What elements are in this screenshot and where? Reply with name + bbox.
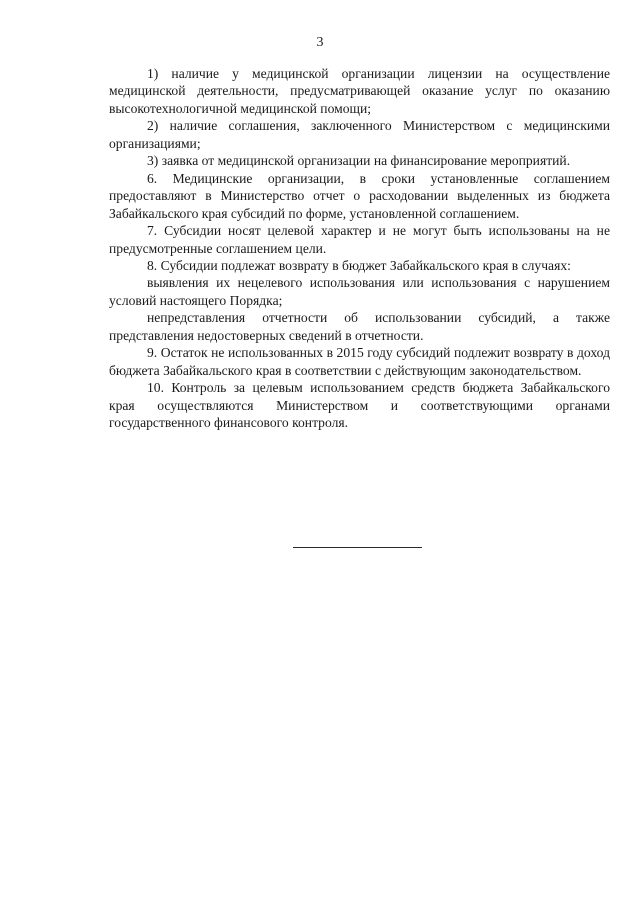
paragraph-license-requirement: 1) наличие у медицинской организации лицензии на осуществление медицинской деятельности, предусматривающей оказание услуг по оказанию высокотехнологичной медицинской помощи; xyxy=(109,66,610,116)
paragraph-item-8-refund: 8. Субсидии подлежат возврату в бюджет Забайкальского края в случаях: xyxy=(147,257,571,273)
paragraph-nonreporting-case: непредставления отчетности об использовании субсидий, а также представления недостоверных сведений в отчетности. xyxy=(109,310,610,343)
paragraph-item-10-control: 10. Контроль за целевым использованием средств бюджета Забайкальского края осуществляются Министерством и соответствующими органами государственного финансового контроля. xyxy=(109,380,610,431)
paragraph-item-6-reporting: 6. Медицинские организации, в сроки установленные соглашением предоставляют в Министерство отчет о расходовании выделенных из бюджета Забайкальского края субсидий по форме, установленной соглашением. xyxy=(109,170,610,221)
paragraph-misuse-case: выявления их нецелевого использования или использования с нарушением условий настоящего Порядка; xyxy=(109,275,610,308)
paragraph-agreement-requirement: 2) наличие соглашения, заключенного Министерством с медицинскими организациями; xyxy=(109,118,610,151)
paragraph-funding-application: 3) заявка от медицинской организации на финансирование мероприятий. xyxy=(147,153,571,169)
paragraph-item-9-remainder: 9. Остаток не использованных в 2015 году субсидий подлежит возврату в доход бюджета Забайкальского края в соответствии с действующим законодательством. xyxy=(109,345,610,378)
document-body xyxy=(109,65,610,432)
paragraph-item-7-purpose: 7. Субсидии носят целевой характер и не могут быть использованы на не предусмотренные соглашением цели. xyxy=(109,223,610,256)
end-of-document-rule xyxy=(293,547,422,548)
page-number: 3 xyxy=(316,35,324,50)
